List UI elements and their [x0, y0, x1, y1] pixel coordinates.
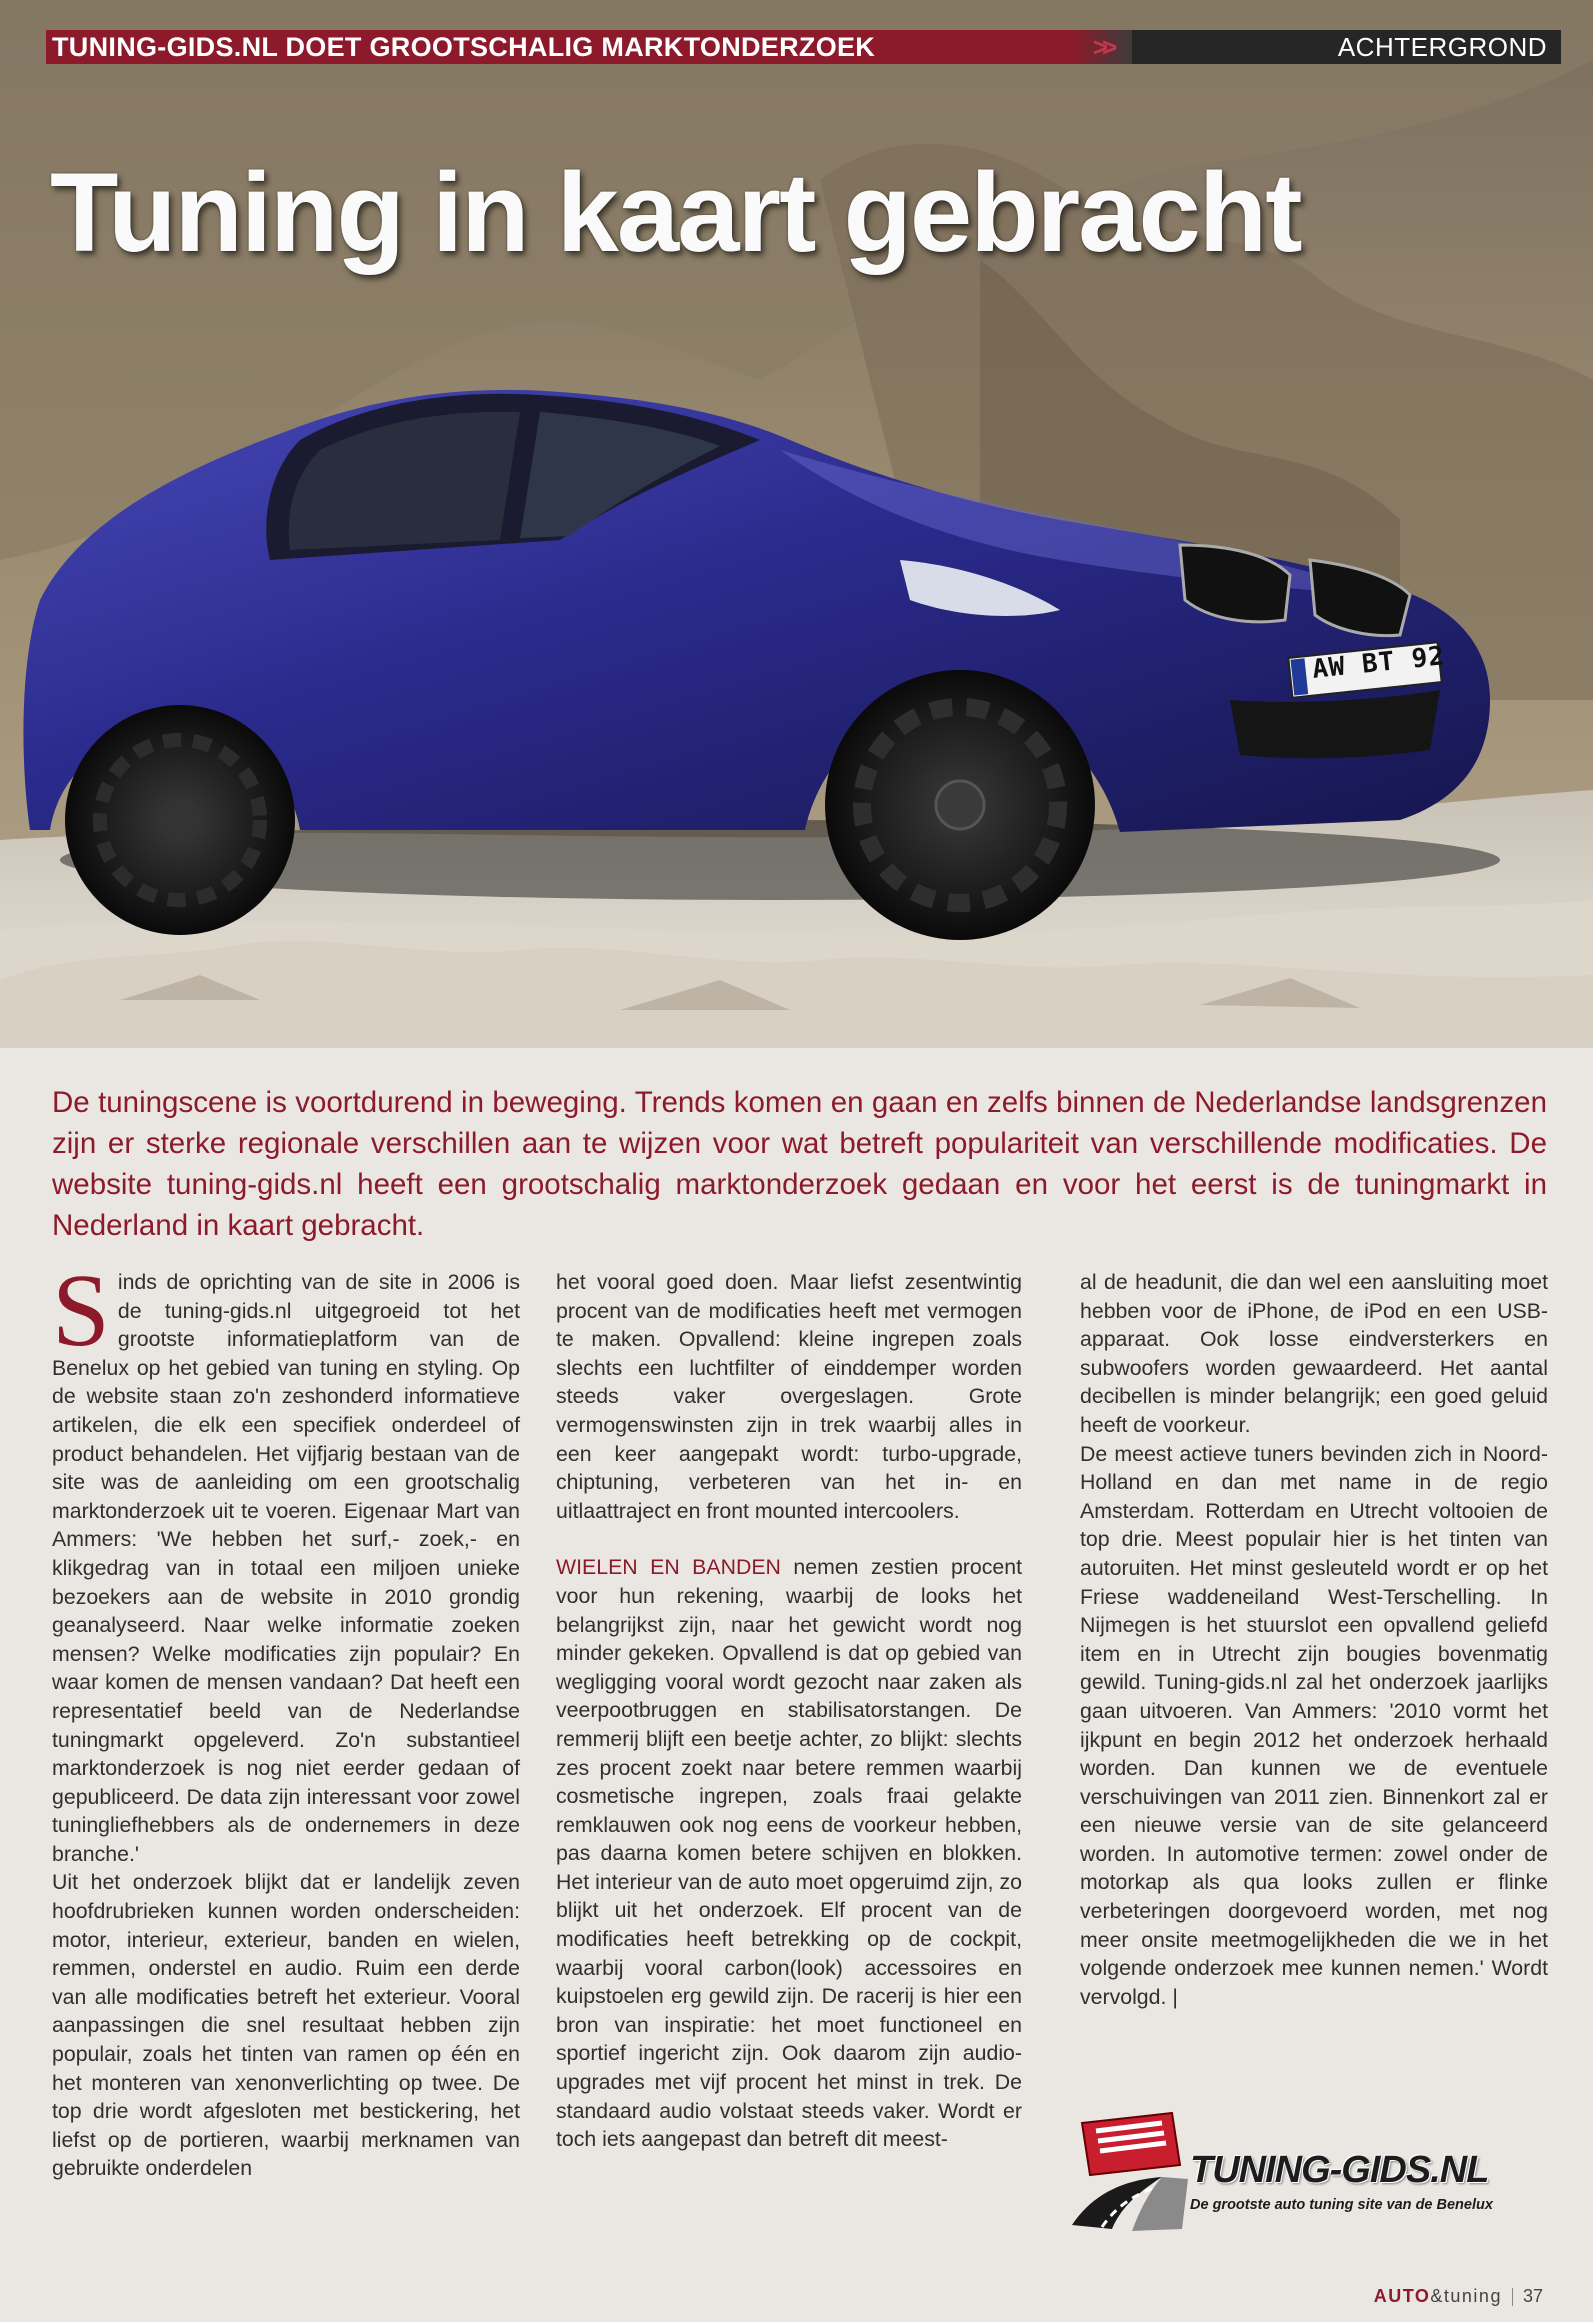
article-kicker: TUNING-GIDS.NL DOET GROOTSCHALIG MARKTONDERZOEK — [46, 30, 1072, 64]
article-intro: De tuningscene is voortdurend in beweging. Trends komen en gaan en zelfs binnen de Nederlandse landsgrenzen zijn er sterke regionale verschillen aan te wijzen voor wat betreft populariteit van verschillende modificaties. De website tuning-gids.nl heeft een grootschalig marktonderzoek gedaan en voor het eerst is de tuningmarkt in Nederland in kaart gebracht. — [52, 1086, 1547, 1242]
logo-tagline: De grootste auto tuning site van de Benelux — [1190, 2197, 1493, 2213]
paragraph: al de headunit, die dan wel een aansluiting moet hebben voor de iPhone, de iPod en een USB-apparaat. Ook losse eindversterkers en subwoofers worden gewaardeerd. Het aantal decibellen is minder belangrijk; een goed geluid heeft de voorkeur. — [1080, 1270, 1548, 1437]
article-title: Tuning in kaart gebracht — [50, 150, 1301, 275]
magazine-name-bold: AUTO — [1373, 2286, 1431, 2306]
paragraph-text: inds de oprichting van de site in 2006 is de tuning-gids.nl uitgegroeid tot het grootste informatieplatform van de Benelux op het gebied van tuning en styling. Op de website staan zo'n zeshonderd informatieve artikelen, die elk een specifiek onderdeel of product behandelen. Het vijfjarig bestaan van de site was de aanleiding om een grootschalig marktonderzoek uit te voeren. Eigenaar Mart van Ammers: 'We hebben het surf,- zoek,- en klikgedrag van in totaal een miljoen unieke bezoekers aan de website in 2010 grondig geanalyseerd. Naar welke informatie zoeken mensen? Welke modificaties zijn populair? En waar komen de mensen vandaan? Dat heeft een representatief beeld van de Nederlandse tuningmarkt opgeleverd. Zo'n substantieel marktonderzoek is nog niet eerder gedaan of gepubliceerd. De data zijn interessant voor zowel tuningliefhebbers als de ondernemers in deze branche.' — [52, 1270, 520, 1866]
license-plate: AW BT 92 — [1310, 641, 1447, 685]
chevrons-icon: >> — [1072, 30, 1132, 64]
logo-name: TUNING-GIDS.NL — [1190, 2149, 1489, 2191]
section-label: ACHTERGROND — [1132, 30, 1561, 64]
body-column-2 — [556, 1268, 1022, 2154]
paragraph — [556, 1553, 1022, 2153]
body-column-3 — [1080, 1268, 1548, 2011]
body-column-1 — [52, 1253, 520, 2183]
drop-cap: S — [52, 1253, 110, 1368]
paragraph: Uit het onderzoek blijkt dat er landelijk zeven hoofdrubrieken kunnen worden onderscheiden: motor, interieur, exterieur, banden en wielen, remmen, onderstel en audio. Ruim een derde van alle modificaties betreft het exterieur. Vooral aanpassingen die snel resultaat hebben zijn populair, zoals het tinten van ramen op één en het monteren van xenonverlichting op twee. De top drie wordt afgesloten met bestickering, het liefst op de portieren, waarbij merknamen van gebruikte onderdelen — [52, 1870, 520, 2181]
paragraph — [52, 1253, 520, 1868]
paragraph: het vooral goed doen. Maar liefst zesentwintig procent van de modificaties heeft met vermogen te maken. Opvallend: kleine ingrepen zoals slechts een luchtfilter of einddemper worden steeds vaker overgeslagen. Grote vermogenswinsten zijn in trek waarbij alles in een keer aangepakt wordt: turbo-upgrade, chiptuning, verbeteren van het in- en uitlaattraject en front mounted intercoolers. — [556, 1270, 1022, 1523]
section-header-bar — [46, 30, 1561, 64]
logo-road-icon — [1062, 2105, 1192, 2233]
paragraph: De meest actieve tuners bevinden zich in Noord-Holland en dan met name in de regio Amsterdam. Rotterdam en Utrecht voltooien de top drie. Meest populair hier is het tinten van autoruiten. Het minst gesleuteld wordt er op het Friese waddeneiland West-Terschelling. In Nijmegen is het stuurslot een opvallend geliefd item en in Utrecht zijn bougies bovenmatig gewild. Tuning-gids.nl zal het onderzoek jaarlijks gaan uitvoeren. Van Ammers: '2010 vormt het ijkpunt en begin 2012 het onderzoek herhaald worden. Dan kunnen we de eventuele verschuivingen van 2011 zien. Binnenkort zal er een nieuwe versie van de site gelanceerd worden. In automotive termen: zowel onder de motorkap als qua looks zullen er flinke verbeteringen doorgevoerd worden, met nog meer onsite meetmogelijkheden die we in het volgende onderzoek mee kunnen nemen.' Wordt vervolgd. | — [1080, 1441, 1548, 2009]
magazine-name — [1374, 2286, 1502, 2307]
magazine-name-rest: &tuning — [1430, 2286, 1502, 2306]
paragraph-text: nemen zestien procent voor hun rekening, waarbij de looks het belangrijkst zijn, naar het gewicht wordt nog minder gekeken. Opvallend is dat op gebied van wegligging vooral wordt gezocht naar zaken als veerpootbruggen en stabilisatorstangen. De remmerij blijft een beetje achter, zo blijkt: slechts zes procent zoekt naar betere remmen waarbij cosmetische ingrepen, zoals fraai gelakte remklauwen ook nog eens de voorkeur hebben, pas daarna komen betere schijven en blokken. Het interieur van de auto moet opgeruimd zijn, zo blijkt uit het onderzoek. Elf procent van de modificaties heeft betrekking op de cockpit, waarbij vooral carbon(look) accessoires en kuipstoelen erg gewild zijn. De racerij is hier een bron van inspiratie: het moet functioneel en sportief ingericht zijn. Ook daarom zijn audio-upgrades met vijf procent het minst in trek. De standaard audio volstaat steeds vaker. Wordt er toch iets aangepast dan betreft dit meest- — [556, 1555, 1022, 2152]
page-number: 37 — [1522, 2286, 1543, 2306]
page-footer — [1374, 2286, 1543, 2307]
footer-divider — [1512, 2288, 1513, 2306]
subheading: WIELEN EN BANDEN — [556, 1555, 781, 1580]
tuning-gids-logo — [1062, 2105, 1542, 2233]
